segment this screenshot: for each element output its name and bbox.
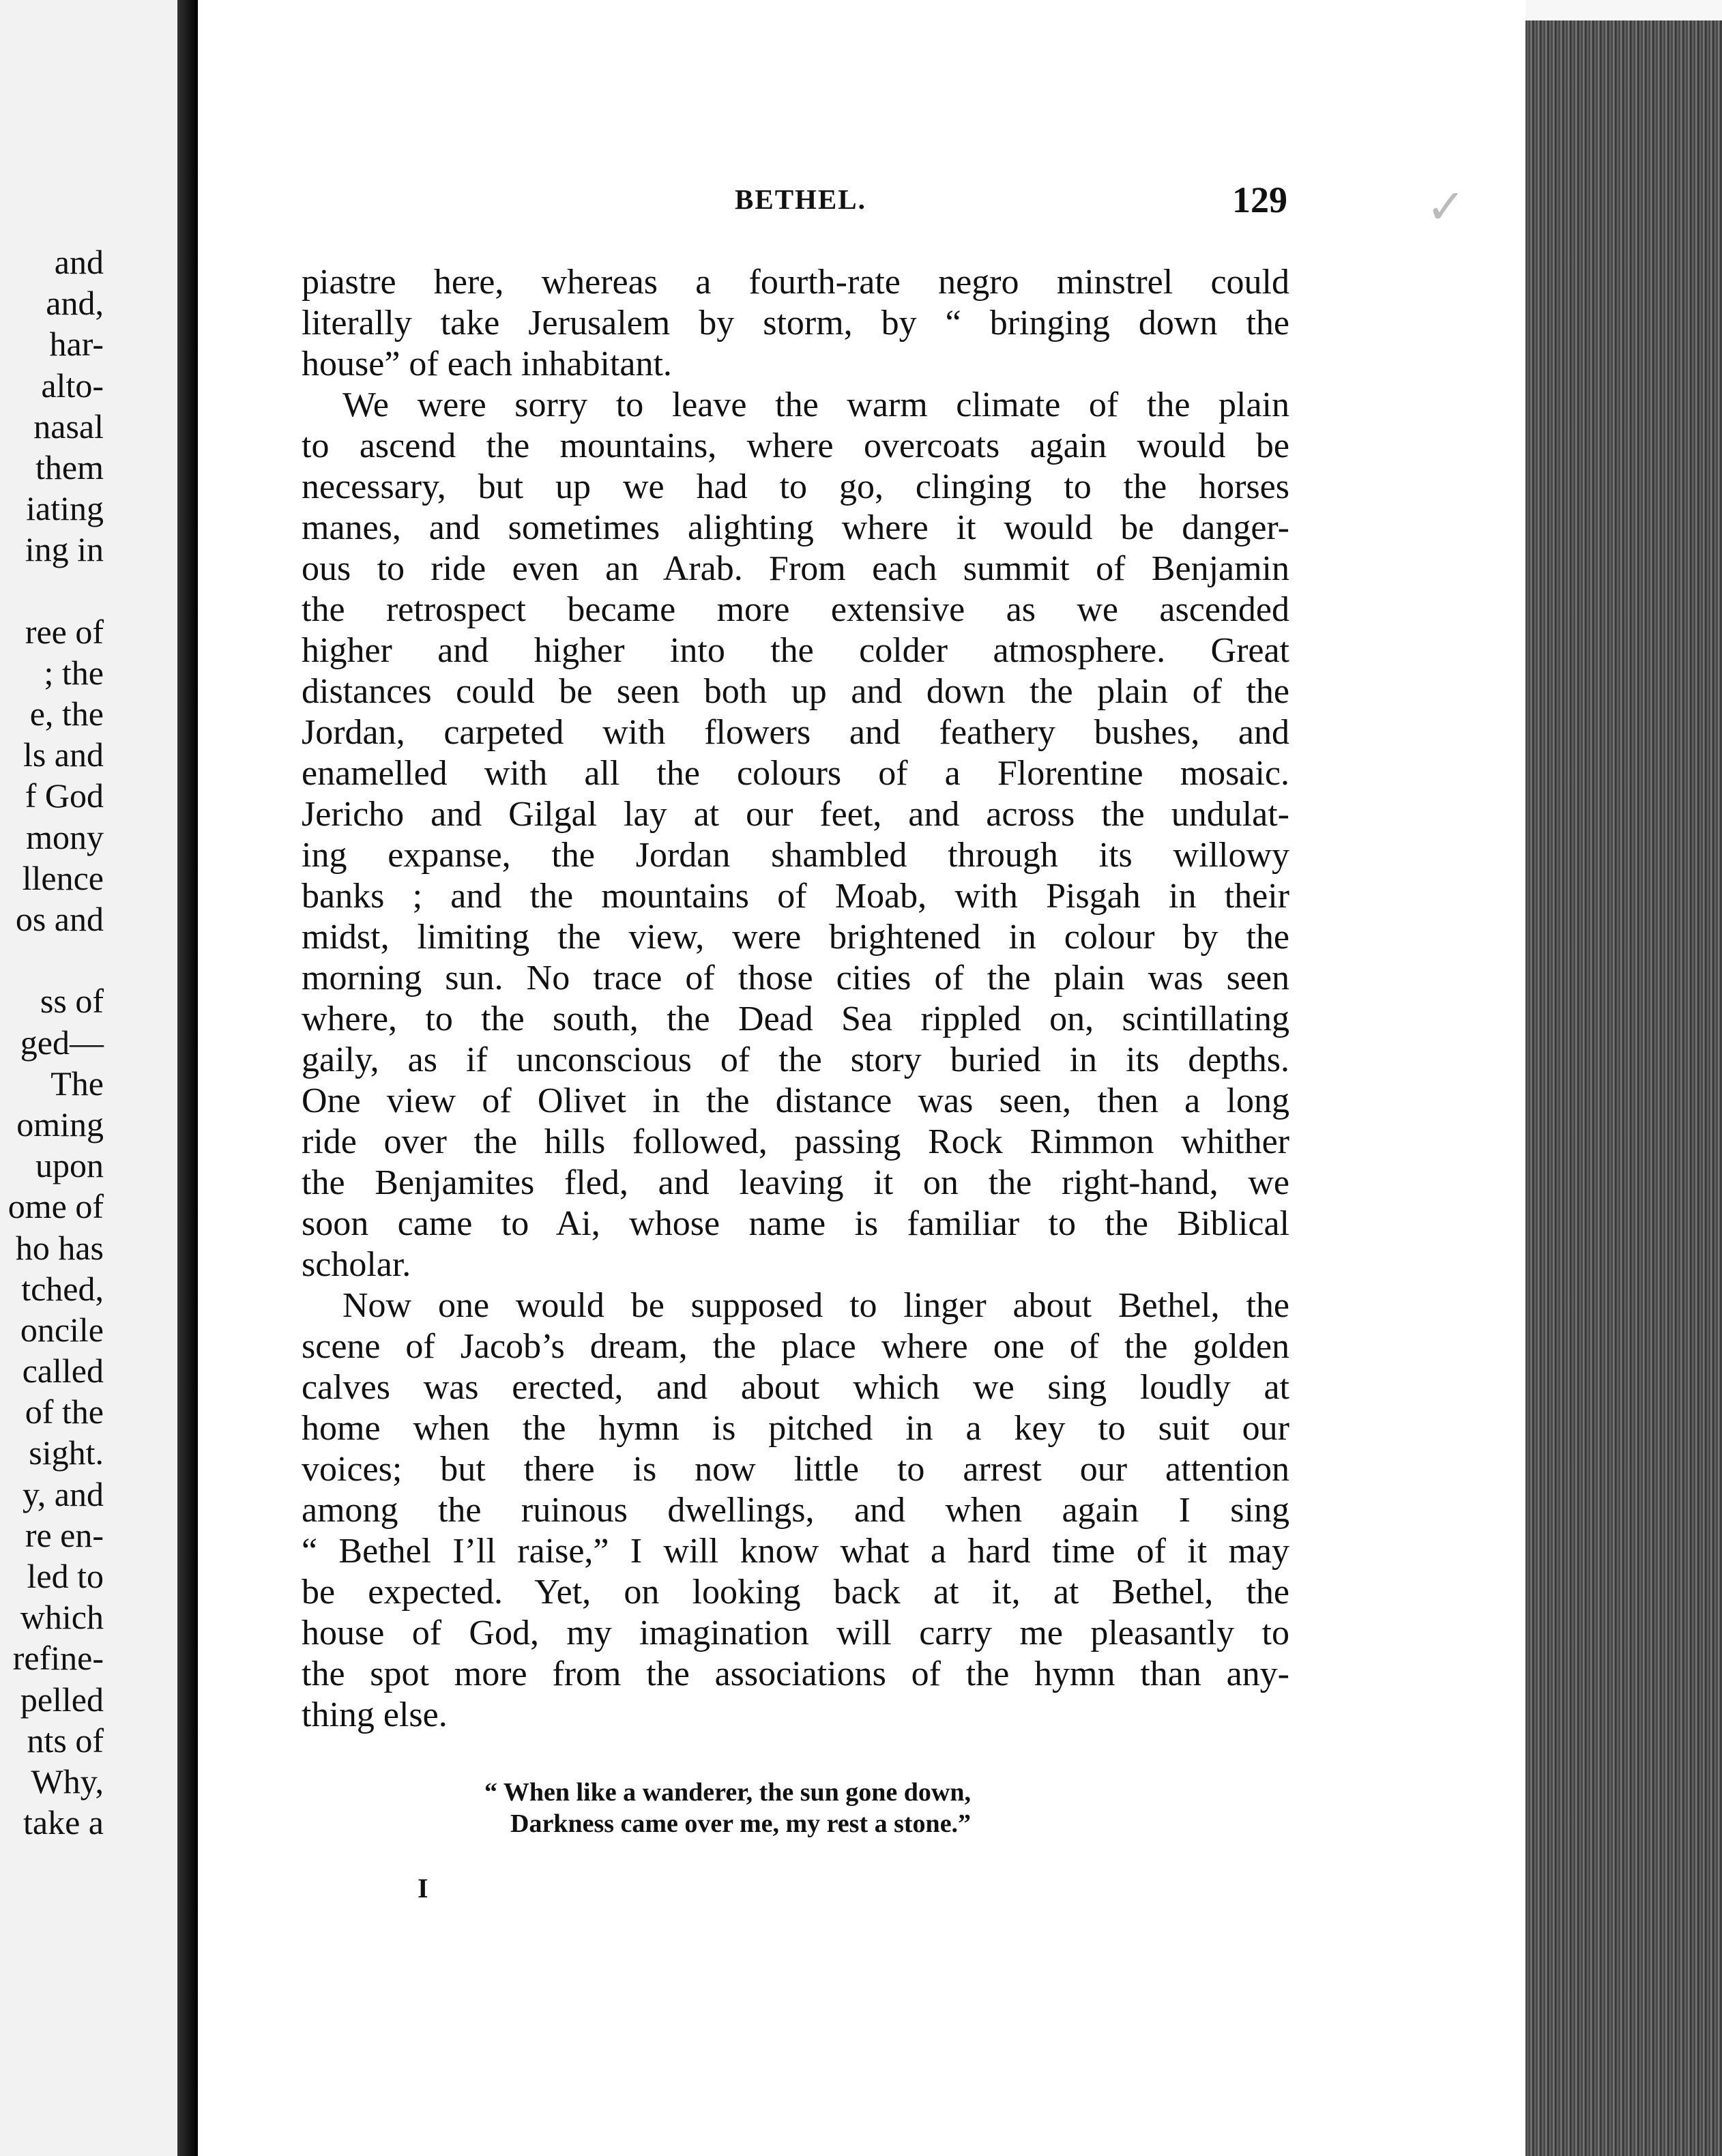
left-page-fragment: ome of [8,1187,104,1226]
left-page-fragment: har- [49,325,104,364]
text-line: the Benjamites fled, and leaving it on the right-hand, we [302,1163,1289,1202]
left-page-fragment: called [22,1352,104,1390]
text-line: One view of Olivet in the distance was seen, then a long [302,1081,1289,1120]
left-page-fragment: ho has [15,1228,104,1267]
left-page-fragment: iating [26,489,104,528]
text-line: house of God, my imagination will carry me pleasantly to [302,1614,1289,1652]
text-line: ride over the hills followed, passing Rock Rimmon whither [302,1122,1289,1161]
body-text [302,262,1289,1736]
text-line: home when the hymn is pitched in a key to suit our [302,1409,1289,1448]
left-page-fragment: f God [25,776,104,815]
text-line: literally take Jerusalem by storm, by “ bringing down the [302,304,1289,343]
left-page-fragment: refine- [12,1639,104,1678]
left-page-fragment [8,570,104,611]
left-page-fragment: Why, [31,1762,104,1801]
left-page-fragment: nasal [33,407,104,446]
text-line: voices; but there is now little to arrest our attention [302,1450,1289,1489]
left-page-fragment: ing in [25,530,104,569]
text-line: ing expanse, the Jordan shambled through its willowy [302,836,1289,875]
left-page-fragment: ls and [23,735,104,774]
text-line: the spot more from the associations of the hymn than any- [302,1655,1289,1693]
text-line: thing else. [302,1695,448,1734]
text-line: the retrospect became more extensive as we ascended [302,590,1289,629]
text-line: We were sorry to leave the warm climate of the plain [342,385,1289,424]
page-edge-stack [1526,0,1722,2156]
left-page-fragment: them [35,448,104,486]
left-page-fragment: mony [26,817,104,856]
text-line: scholar. [302,1245,411,1284]
text-line: to ascend the mountains, where overcoats again would be [302,426,1289,465]
verse-quote [484,1777,971,1839]
text-line: ous to ride even an Arab. From each summit of Benjamin [302,549,1289,588]
text-line: manes, and sometimes alighting where it would be danger- [302,508,1289,547]
left-page-fragment: oncile [20,1310,104,1349]
running-head: BETHEL. [735,184,866,215]
signature-mark: I [418,1873,428,1904]
text-line: banks ; and the mountains of Moab, with Pisgah in their [302,877,1289,916]
left-page-fragment: which [20,1598,104,1637]
text-line: Jordan, carpeted with flowers and feathery bushes, and [302,713,1289,752]
text-line: piastre here, whereas a fourth-rate negro minstrel could [302,263,1289,302]
left-page-fragment: oming [16,1105,104,1143]
left-page-fragment [8,939,104,980]
text-line: necessary, but up we had to go, clinging to the horses [302,467,1289,506]
verse-quote-line-1: “ When like a wanderer, the sun gone down, [484,1778,971,1807]
verse-quote-line-2: Darkness came over me, my rest a stone.” [510,1809,972,1838]
left-page-fragment: pelled [20,1680,104,1719]
left-page-fragment: sight. [29,1433,104,1472]
text-line: calves was erected, and about which we sing loudly at [302,1368,1289,1407]
text-line: among the ruinous dwellings, and when again I sing [302,1491,1289,1530]
text-line: higher and higher into the colder atmosphere. Great [302,631,1289,670]
left-page-fragment: led to [27,1557,104,1595]
left-page-fragment: ree of [25,612,104,651]
left-page-fragment: The [50,1064,104,1103]
left-page-fragment: tched, [21,1269,104,1308]
text-line: Jericho and Gilgal lay at our feet, and across the undulat- [302,795,1289,834]
left-page-fragment: y, and [23,1474,104,1513]
text-line: distances could be seen both up and down the plain of the [302,672,1289,711]
left-page-fragment: e, the [29,695,104,733]
text-line: scene of Jacob’s dream, the place where one of the golden [302,1327,1289,1366]
text-line: “ Bethel I’ll raise,” I will know what a hard time of it may [302,1532,1289,1571]
text-line: midst, limiting the view, were brightened in colour by the [302,918,1289,957]
text-line: morning sun. No trace of those cities of the plain was seen [302,959,1289,997]
left-page-fragment: llence [22,858,104,897]
text-line: Now one would be supposed to linger about Bethel, the [342,1286,1289,1325]
left-page-fragment: ged— [20,1023,104,1062]
left-page-fragment: and, [46,284,104,323]
text-line: soon came to Ai, whose name is familiar to the Biblical [302,1204,1289,1243]
left-page-fragment: of the [25,1393,104,1431]
left-page-fragment: ; the [44,653,104,692]
left-page-fragment: ss of [40,982,104,1021]
left-page-fragment: alto- [41,366,104,405]
text-line: be expected. Yet, on looking back at it, at Bethel, the [302,1573,1289,1612]
book-spine-shadow [177,0,198,2156]
left-page [0,0,198,2156]
text-line: where, to the south, the Dead Sea rippled on, scintillating [302,1000,1289,1038]
left-page-fragment: re en- [25,1515,104,1554]
left-page-fragment: take a [23,1803,104,1842]
text-line: house” of each inhabitant. [302,345,672,383]
text-line: gaily, as if unconscious of the story buried in its depths. [302,1040,1289,1079]
left-page-fragment: and [54,243,104,281]
check-mark-icon: ✓ [1426,179,1466,235]
left-page-fragment: os and [15,900,104,938]
text-line: enamelled with all the colours of a Florentine mosaic. [302,754,1289,793]
left-page-fragment: upon [35,1146,104,1185]
left-page-fragment: nts of [27,1721,104,1760]
page-number: 129 [1232,179,1287,220]
left-page-text-fragments [8,242,104,1843]
